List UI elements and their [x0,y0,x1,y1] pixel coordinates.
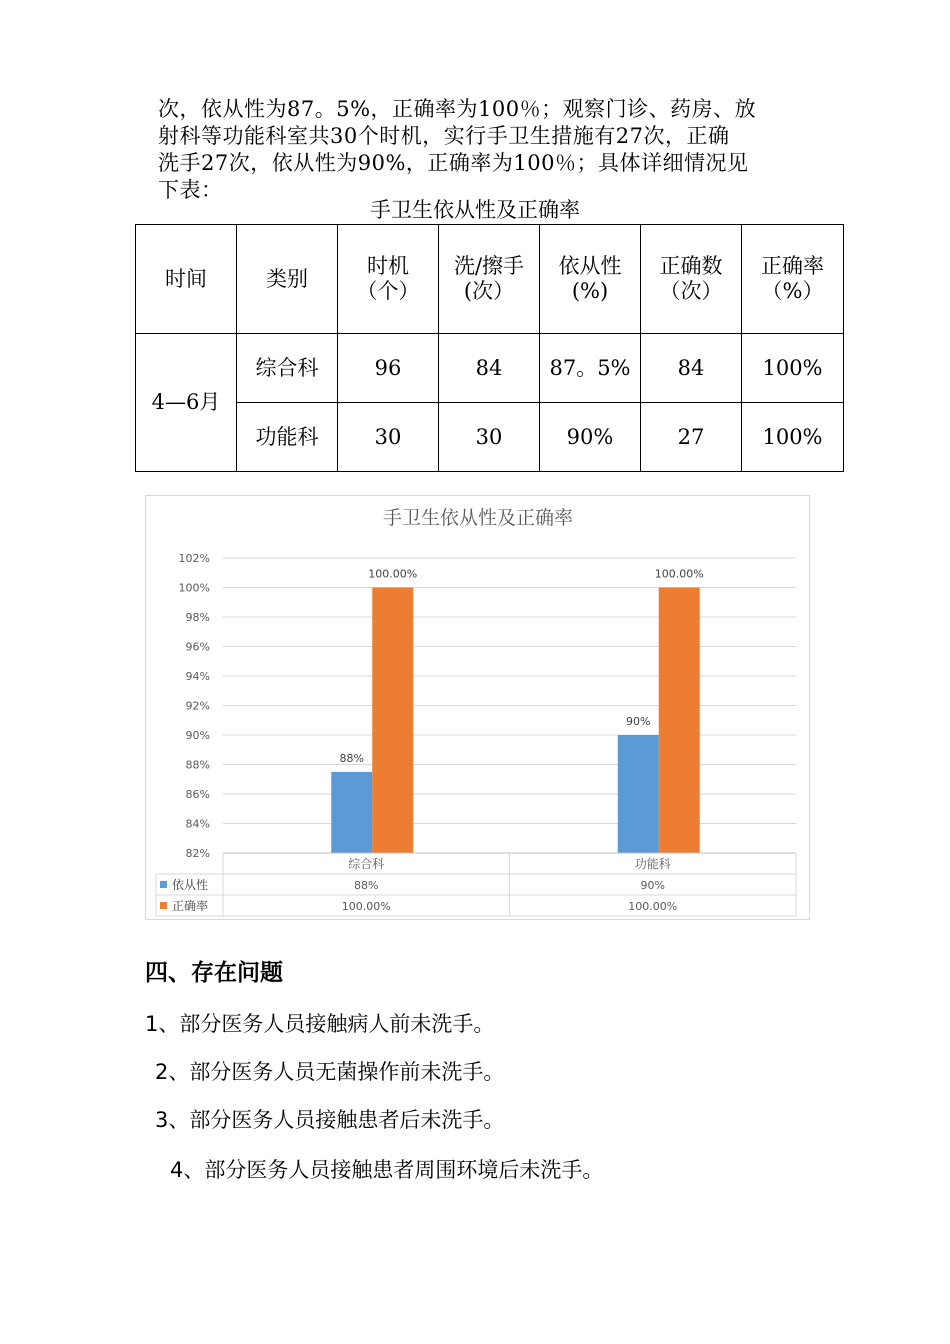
header-washes: 洗/擦手 (次） [439,225,540,334]
table-value: 100.00% [341,900,391,913]
table-value: 100.00% [628,900,678,913]
table-value: 90% [640,879,665,892]
header-correct-count: 正确数 （次） [641,225,742,334]
category-cell: 综合科 [237,334,338,403]
data-label: 100.00% [654,567,704,581]
correct-count-cell: 84 [641,334,742,403]
y-tick-label: 82% [185,847,210,860]
correct-count-cell: 27 [641,403,742,472]
y-tick-label: 98% [185,611,210,624]
x-category-label: 综合科 [348,857,385,871]
category-cell: 功能科 [237,403,338,472]
problem-item: 1、部分医务人员接触病人前未洗手。 [145,1012,495,1036]
problem-item: 4、部分医务人员接触患者周围环境后未洗手。 [170,1158,604,1182]
bar-correct-rate [372,588,413,854]
bar-compliance [331,772,372,853]
compliance-cell: 90% [540,403,641,472]
bar-correct-rate [659,588,700,854]
legend-key [160,902,167,909]
table-row [136,334,844,403]
y-tick-label: 94% [185,670,210,683]
problem-item: 3、部分医务人员接触患者后未洗手。 [155,1108,505,1132]
table-header-row [136,225,844,334]
x-category-label: 功能科 [634,857,671,871]
y-tick-label: 90% [185,729,210,742]
y-tick-label: 88% [185,758,210,772]
correct-rate-cell: 100% [742,403,844,472]
table-row [136,403,844,472]
chart-canvas [146,496,811,921]
correct-rate-cell: 100% [742,334,844,403]
legend-label: 依从性 [172,878,209,892]
header-compliance: 依从性 (%) [540,225,641,334]
bar-compliance [618,735,659,853]
data-label: 90% [626,715,651,728]
washes-cell: 84 [439,334,540,403]
chart-title: 手卫生依从性及正确率 [382,507,574,529]
y-tick-label: 100% [178,581,210,595]
header-category: 类别 [237,225,338,334]
period-cell: 4—6月 [136,334,237,472]
paragraph-line: 下表： [158,178,223,202]
paragraph-line: 洗手27次，依从性为90%，正确率为100％；具体详细情况见 [158,151,749,175]
section-title: 四、存在问题 [145,960,283,986]
y-tick-label: 102% [178,552,210,565]
opportunity-cell: 96 [338,334,439,403]
problem-item: 2、部分医务人员无菌操作前未洗手。 [155,1060,505,1084]
header-correct-rate: 正确率 （%） [742,225,844,334]
table-caption: 手卫生依从性及正确率 [370,198,580,222]
paragraph-line: 次，依从性为87。5%，正确率为100％；观察门诊、药房、放 [158,97,757,121]
opportunity-cell: 30 [338,403,439,472]
data-label: 100.00% [368,567,418,581]
header-time: 时间 [136,225,237,334]
legend-key [160,881,167,888]
header-opportunity: 时机 （个） [338,225,439,334]
table-value: 88% [354,879,379,892]
intro-paragraph [158,96,818,204]
legend-label: 正确率 [172,899,209,913]
y-tick-label: 96% [185,640,210,654]
y-tick-label: 84% [185,817,210,831]
data-label: 88% [339,751,364,765]
y-tick-label: 92% [185,699,210,713]
washes-cell: 30 [439,403,540,472]
bar-chart [145,495,810,920]
y-tick-label: 86% [185,788,210,801]
paragraph-line: 射科等功能科室共30个时机，实行手卫生措施有27次，正确 [158,124,730,148]
compliance-cell: 87。5% [540,334,641,403]
hand-hygiene-table [135,224,844,472]
